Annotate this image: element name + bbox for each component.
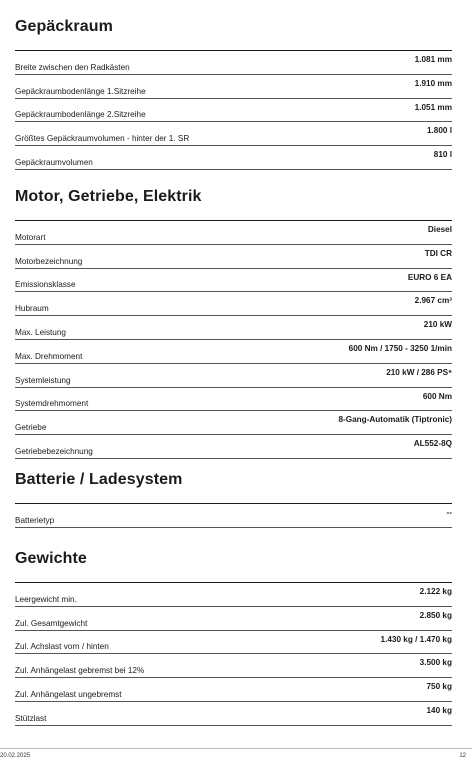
- section-title: Motor, Getriebe, Elektrik: [15, 188, 202, 205]
- spec-table: [15, 503, 452, 528]
- spec-row: [15, 631, 452, 655]
- spec-row: [15, 364, 452, 388]
- spec-value: 600 Nm / 1750 - 3250 1/min: [348, 343, 452, 353]
- spec-label: Getriebe: [15, 423, 47, 433]
- spec-label: Zul. Achslast vorn / hinten: [15, 642, 109, 652]
- spec-row: [15, 99, 452, 123]
- spec-value: 2.967 cm³: [414, 296, 452, 306]
- section-title: Gewichte: [15, 550, 87, 567]
- footer-date: 20.02.2025: [0, 753, 31, 759]
- spec-value: 210 kW: [423, 320, 452, 330]
- spec-value: 8-Gang-Automatik (Tiptronic): [338, 415, 452, 425]
- spec-label: Emissionsklasse: [15, 280, 76, 290]
- spec-table: [15, 50, 452, 170]
- spec-label: Zul. Anhängelast gebremst bei 12%: [15, 666, 145, 676]
- spec-value: 1.910 mm: [414, 78, 452, 88]
- spec-row: [15, 388, 452, 412]
- spec-row: [15, 607, 452, 631]
- spec-row: [15, 245, 452, 269]
- spec-value: TDI CR: [424, 248, 452, 258]
- spec-value: AL552-8Q: [413, 439, 452, 449]
- spec-row: [15, 316, 452, 340]
- spec-value: EURO 6 EA: [407, 272, 452, 282]
- spec-row: [15, 146, 452, 170]
- footer-divider: [0, 748, 472, 749]
- spec-value: Diesel: [427, 225, 452, 234]
- spec-row: [15, 678, 452, 702]
- spec-label: Max. Leistung: [15, 327, 66, 337]
- spec-label: Gepäckraumvolumen: [15, 157, 93, 167]
- spec-label: Systemdrehmoment: [15, 399, 89, 409]
- spec-row: [15, 583, 452, 607]
- spec-label: Gepäckraumbodenlänge 1.Sitzreihe: [15, 86, 146, 96]
- spec-row: [15, 654, 452, 678]
- spec-row: [15, 702, 452, 726]
- spec-value: 210 kW / 286 PS⁹: [386, 367, 452, 377]
- spec-value: 600 Nm: [422, 391, 452, 401]
- spec-row: [15, 292, 452, 316]
- spec-label: Batterietyp: [15, 515, 55, 525]
- spec-label: Zul. Anhängelast ungebremst: [15, 689, 122, 699]
- section-title: Batterie / Ladesystem: [15, 471, 183, 488]
- spec-label: Motorart: [15, 232, 46, 242]
- spec-label: Leergewicht min.: [15, 594, 77, 604]
- spec-label: Max. Drehmoment: [15, 351, 83, 361]
- spec-row: [15, 221, 452, 245]
- spec-row: [15, 51, 452, 75]
- spec-row: [15, 340, 452, 364]
- section-title: Gepäckraum: [15, 18, 113, 35]
- spec-row: [15, 435, 452, 459]
- spec-value: 750 kg: [426, 682, 452, 692]
- spec-label: Systemleistung: [15, 375, 71, 385]
- spec-value: 2.850 kg: [419, 610, 452, 620]
- spec-table: [15, 582, 452, 726]
- spec-label: Gepäckraumbodenlänge 2.Sitzreihe: [15, 110, 146, 120]
- spec-row: [15, 75, 452, 99]
- spec-label: Hubraum: [15, 304, 49, 314]
- spec-label: Breite zwischen den Radkästen: [15, 62, 130, 72]
- spec-value: 2.122 kg: [419, 587, 452, 596]
- section-gewichte: [15, 547, 452, 726]
- spec-value: 810 l: [433, 150, 452, 160]
- spec-label: Stützlast: [15, 713, 47, 723]
- spec-label: Zul. Gesamtgewicht: [15, 618, 88, 628]
- spec-row: [15, 269, 452, 293]
- spec-row: [15, 122, 452, 146]
- spec-row: [15, 504, 452, 528]
- section-gepaeckraum: [15, 15, 452, 170]
- spec-value: --: [446, 508, 452, 517]
- section-batterie-ladesystem: [15, 468, 452, 528]
- footer-page-number: 12: [459, 753, 466, 759]
- spec-label: Größtes Gepäckraumvolumen - hinter der 1. SR: [15, 134, 190, 144]
- spec-value: 1.430 kg / 1.470 kg: [380, 634, 452, 644]
- spec-value: 1.081 mm: [414, 55, 452, 64]
- spec-row: [15, 411, 452, 435]
- spec-label: Motorbezeichnung: [15, 256, 83, 266]
- spec-value: 3.500 kg: [419, 658, 452, 668]
- spec-value: 140 kg: [426, 705, 452, 715]
- spec-label: Getriebebezeichnung: [15, 446, 93, 456]
- section-motor-getriebe-elektrik: [15, 185, 452, 459]
- spec-table: [15, 220, 452, 459]
- spec-value: 1.800 l: [426, 126, 452, 136]
- spec-value: 1.051 mm: [414, 102, 452, 112]
